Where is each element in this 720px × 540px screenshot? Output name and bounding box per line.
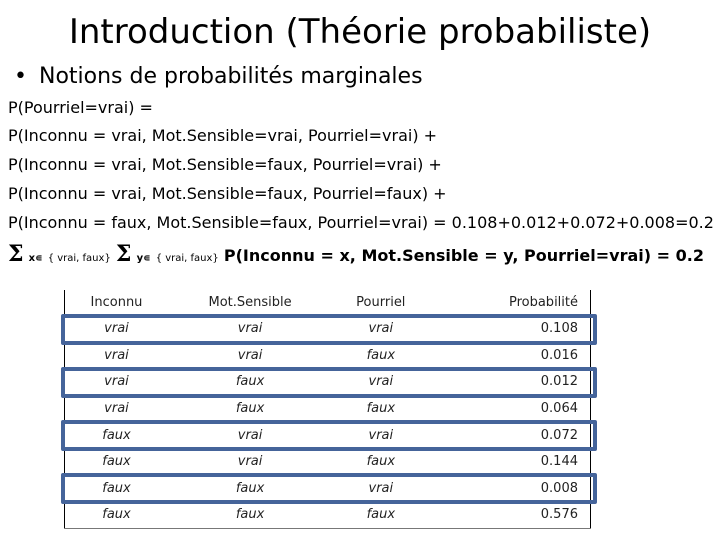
cell-motsensible: faux — [168, 502, 332, 529]
cell-motsensible: vrai — [168, 342, 332, 369]
cell-inconnu: vrai — [65, 342, 168, 369]
cell-motsensible: faux — [168, 475, 332, 502]
table-header-row — [65, 290, 591, 316]
cell-probabilite: 0.576 — [429, 502, 590, 529]
cell-pourriel: vrai — [332, 422, 429, 449]
table-row — [65, 342, 591, 369]
cell-inconnu: faux — [65, 422, 168, 449]
bullet-point — [14, 62, 423, 92]
equation-line-4: P(Inconnu = vrai, Mot.Sensible=faux, Pourriel=faux) + — [8, 184, 447, 203]
cell-probabilite: 0.064 — [429, 395, 590, 422]
table-row — [65, 475, 591, 502]
cell-motsensible: vrai — [168, 422, 332, 449]
bullet-text: Notions de probabilités marginales — [39, 64, 423, 89]
cell-motsensible: vrai — [168, 448, 332, 475]
sum-var-x: x∊ — [28, 253, 43, 264]
cell-pourriel: faux — [332, 502, 429, 529]
cell-pourriel: faux — [332, 342, 429, 369]
slide-title: Introduction (Théorie probabiliste) — [68, 12, 652, 52]
cell-probabilite: 0.072 — [429, 422, 590, 449]
cell-motsensible: faux — [168, 369, 332, 396]
cell-inconnu: faux — [65, 502, 168, 529]
cell-inconnu: vrai — [65, 316, 168, 343]
table-row — [65, 422, 591, 449]
cell-inconnu: faux — [65, 475, 168, 502]
table-row — [65, 502, 591, 529]
cell-pourriel: vrai — [332, 369, 429, 396]
table-row — [65, 448, 591, 475]
equation-line-5: P(Inconnu = faux, Mot.Sensible=faux, Pourriel=vrai) = 0.108+0.012+0.072+0.008=0.2 — [8, 213, 714, 232]
bullet-marker: • — [14, 64, 27, 89]
cell-pourriel: vrai — [332, 475, 429, 502]
cell-inconnu: vrai — [65, 369, 168, 396]
cell-pourriel: faux — [332, 448, 429, 475]
header-inconnu: Inconnu — [65, 290, 168, 316]
marginal-sum-formula — [8, 241, 704, 267]
table-row — [65, 369, 591, 396]
joint-probability-table — [64, 290, 591, 529]
header-motsensible: Mot.Sensible — [168, 290, 332, 316]
equation-line-2: P(Inconnu = vrai, Mot.Sensible=vrai, Pourriel=vrai) + — [8, 126, 438, 145]
header-pourriel: Pourriel — [332, 290, 429, 316]
cell-motsensible: vrai — [168, 316, 332, 343]
sum-set-x: { vrai, faux} — [47, 253, 111, 264]
cell-probabilite: 0.016 — [429, 342, 590, 369]
table-row — [65, 395, 591, 422]
cell-probabilite: 0.008 — [429, 475, 590, 502]
cell-inconnu: vrai — [65, 395, 168, 422]
cell-pourriel: faux — [332, 395, 429, 422]
sum-expression: P(Inconnu = x, Mot.Sensible = y, Pourriel=vrai) = 0.2 — [223, 246, 704, 265]
sum-var-y: y∊ — [136, 253, 151, 264]
table-row — [65, 316, 591, 343]
equation-line-3: P(Inconnu = vrai, Mot.Sensible=faux, Pourriel=vrai) + — [8, 155, 442, 174]
cell-pourriel: vrai — [332, 316, 429, 343]
sigma-symbol-y: Σ — [115, 241, 132, 267]
cell-probabilite: 0.108 — [429, 316, 590, 343]
cell-probabilite: 0.012 — [429, 369, 590, 396]
cell-motsensible: faux — [168, 395, 332, 422]
sum-set-y: { vrai, faux} — [155, 253, 219, 264]
sigma-symbol-x: Σ — [8, 241, 24, 267]
equation-line-1: P(Pourriel=vrai) = — [8, 98, 153, 117]
header-probabilite: Probabilité — [429, 290, 590, 316]
cell-probabilite: 0.144 — [429, 448, 590, 475]
cell-inconnu: faux — [65, 448, 168, 475]
